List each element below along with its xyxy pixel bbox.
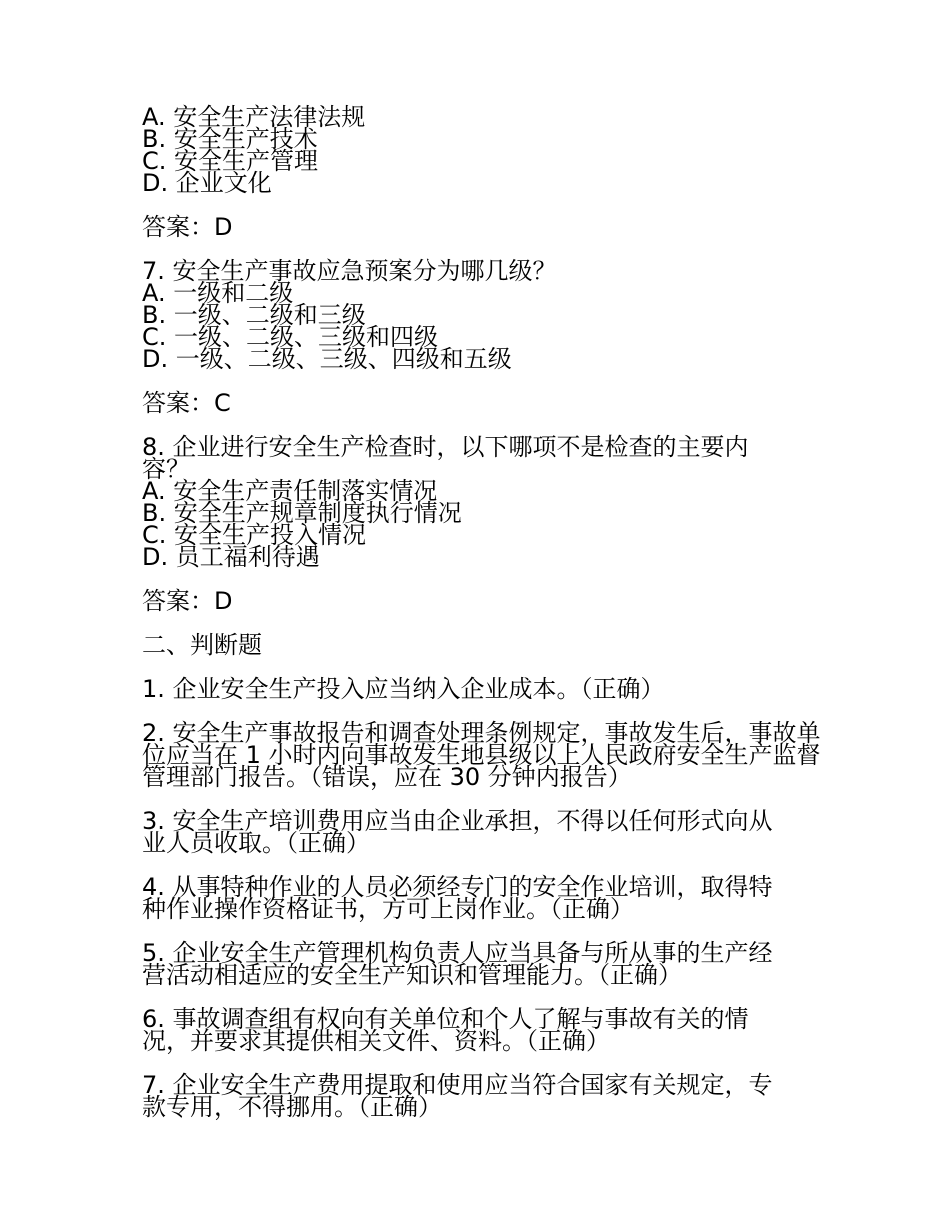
q7-question: 7. 安全生产事故应急预案分为哪几级？	[142, 257, 557, 285]
q7-option-b: B. 一级、二级和三级	[142, 301, 366, 329]
q6-option-c: C. 安全生产管理	[142, 147, 319, 175]
q8-question: 8. 企业进行安全生产检查时，以下哪项不是检查的主要内容？	[142, 433, 749, 483]
q6-option-d: D. 企业文化	[142, 169, 272, 197]
q8-answer: 答案：D	[142, 587, 233, 615]
section2-title: 二、判断题	[142, 631, 262, 659]
q6-option-b: B. 安全生产技术	[142, 125, 318, 153]
q7-answer: 答案：C	[142, 389, 231, 417]
judgment-item: 3. 安全生产培训费用应当由企业承担，不得以任何形式向从业人员收取。（正确）	[142, 807, 773, 857]
judgment-item: 7. 企业安全生产费用提取和使用应当符合国家有关规定，专款专用，不得挪用。（正确）	[142, 1071, 773, 1121]
q8-option-a: A. 安全生产责任制落实情况	[142, 477, 438, 505]
judgment-item: 5. 企业安全生产管理机构负责人应当具备与所从事的生产经营活动相适应的安全生产知识和管理能力。（正确）	[142, 939, 773, 989]
q8-option-d: D. 员工福利待遇	[142, 543, 320, 571]
q7	[142, 257, 822, 373]
judgment-item: 2. 安全生产事故报告和调查处理条例规定，事故发生后，事故单位应当在 1 小时内向事故发生地县级以上人民政府安全生产监督管理部门报告。（错误，应在 30 分钟内报告）	[142, 719, 821, 791]
q7-option-a: A. 一级和二级	[142, 279, 294, 307]
q8-option-c: C. 安全生产投入情况	[142, 521, 367, 549]
q6-options	[142, 103, 822, 197]
q8	[142, 433, 822, 571]
q7-option-c: C. 一级、二级、三级和四级	[142, 323, 439, 351]
judgment-item: 4. 从事特种作业的人员必须经专门的安全作业培训，取得特种作业操作资格证书，方可上岗作业。（正确）	[142, 873, 773, 923]
q6-answer: 答案：D	[142, 213, 233, 241]
document-page	[142, 103, 822, 1140]
q7-option-d: D. 一级、二级、三级、四级和五级	[142, 345, 512, 373]
q6-option-a: A. 安全生产法律法规	[142, 103, 366, 131]
q8-option-b: B. 安全生产规章制度执行情况	[142, 499, 462, 527]
judgment-item: 6. 事故调查组有权向有关单位和个人了解与事故有关的情况，并要求其提供相关文件、资料。（正确）	[142, 1005, 749, 1055]
judgment-item: 1. 企业安全生产投入应当纳入企业成本。（正确）	[142, 675, 665, 703]
